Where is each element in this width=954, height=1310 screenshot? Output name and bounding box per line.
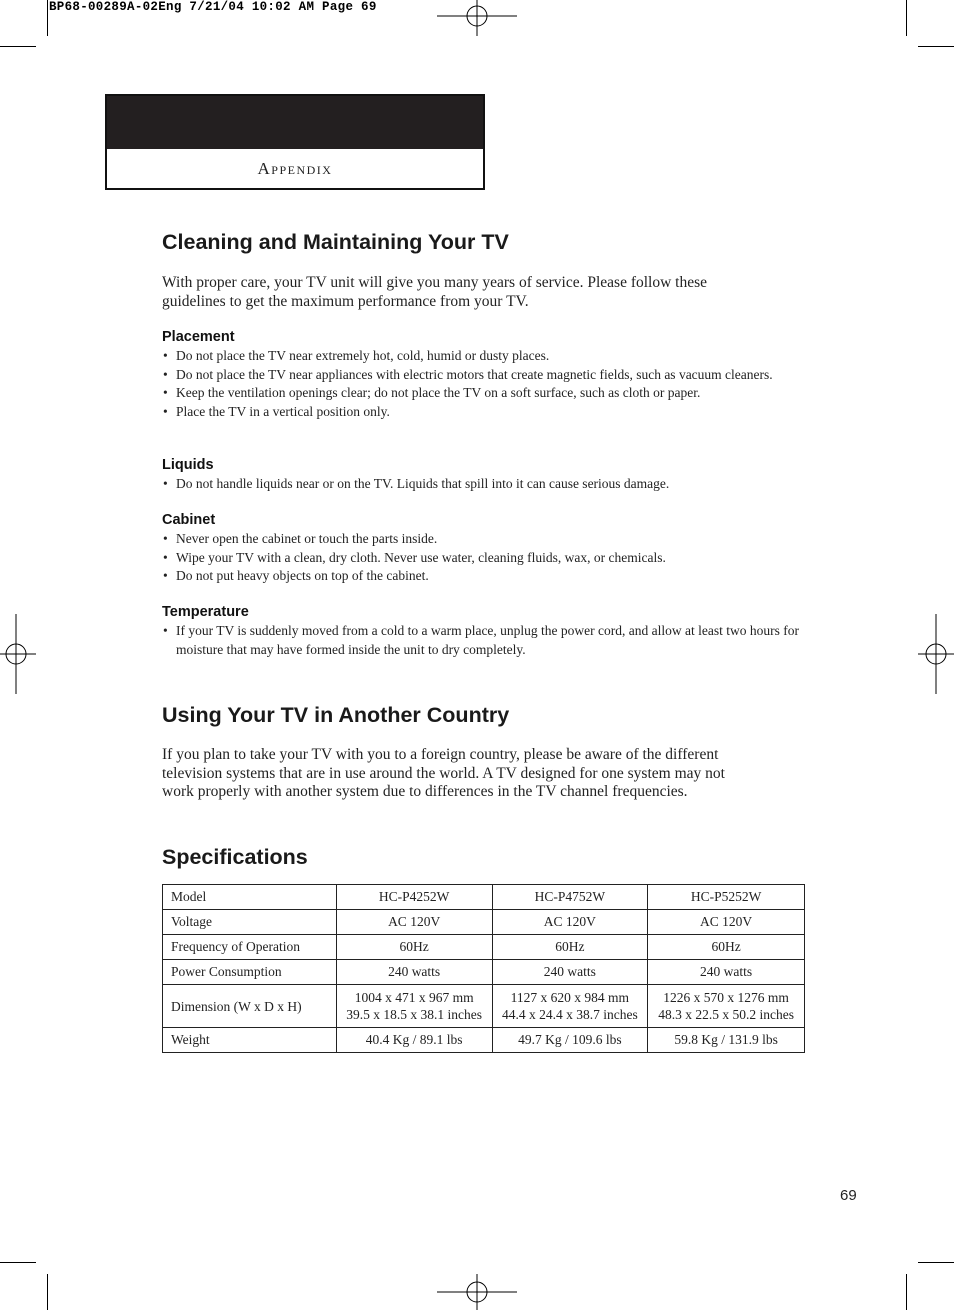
paragraph-line: work properly with another system due to differences in the TV channel frequencies. xyxy=(162,783,688,800)
page-number: 69 xyxy=(840,1187,857,1204)
intro-line: guidelines to get the maximum performance from your TV. xyxy=(162,292,529,310)
list-item: • Wipe your TV with a clean, dry cloth. Never use water, cleaning fluids, wax, or chemicals. xyxy=(162,549,802,568)
table-row xyxy=(163,910,805,935)
dimension-mm: 1004 x 471 x 967 mm xyxy=(354,990,474,1005)
heading-temperature: Temperature xyxy=(162,604,249,620)
heading-liquids: Liquids xyxy=(162,457,214,473)
table-row xyxy=(163,935,805,960)
paragraph-line: television systems that are in use around the world. A TV designed for one system may not xyxy=(162,764,725,782)
registration-mark-icon xyxy=(437,0,517,36)
heading-cabinet: Cabinet xyxy=(162,512,216,528)
table-cell xyxy=(648,985,805,1028)
printer-slug: BP68-00289A-02Eng 7/21/04 10:02 AM Page 69 xyxy=(49,0,377,14)
table-cell: 49.7 Kg / 109.6 lbs xyxy=(492,1028,648,1053)
crop-mark xyxy=(0,46,36,47)
crop-mark xyxy=(47,0,48,36)
table-cell: Dimension (W x D x H) xyxy=(163,985,337,1028)
table-header: HC-P4252W xyxy=(336,885,492,910)
table-cell: 60Hz xyxy=(492,935,648,960)
dimension-mm: 1226 x 570 x 1276 mm xyxy=(663,990,789,1005)
crop-mark xyxy=(906,1274,907,1310)
intro-line: With proper care, your TV unit will give you many years of service. Please follow these xyxy=(162,274,708,291)
table-row xyxy=(163,1028,805,1053)
list-item: • Do not put heavy objects on top of the cabinet. xyxy=(162,567,802,586)
section-title-cleaning: Cleaning and Maintaining Your TV xyxy=(162,230,509,254)
table-cell: Weight xyxy=(163,1028,337,1053)
table-cell: AC 120V xyxy=(336,910,492,935)
dimension-inches: 44.4 x 24.4 x 38.7 inches xyxy=(501,1007,638,1022)
appendix-label: Appendix xyxy=(257,158,333,178)
list-item: • If your TV is suddenly moved from a cold to a warm place, unplug the power cord, and allow at least two hours for moisture that may have formed inside the unit to dry completely. xyxy=(162,622,802,659)
list-item: • Never open the cabinet or touch the parts inside. xyxy=(162,530,802,549)
cabinet-list xyxy=(162,530,802,586)
cleaning-intro xyxy=(162,274,802,311)
table-cell: Frequency of Operation xyxy=(163,935,337,960)
registration-mark-icon xyxy=(437,1274,517,1310)
table-row xyxy=(163,960,805,985)
table-cell: 240 watts xyxy=(648,960,805,985)
table-cell: Power Consumption xyxy=(163,960,337,985)
table-cell: Voltage xyxy=(163,910,337,935)
table-row xyxy=(163,985,805,1028)
section-title-specifications: Specifications xyxy=(162,845,308,869)
table-header: Model xyxy=(163,885,337,910)
crop-mark xyxy=(47,1274,48,1310)
heading-placement: Placement xyxy=(162,329,235,345)
table-header-row xyxy=(163,885,805,910)
table-cell: 60Hz xyxy=(336,935,492,960)
table-cell: 40.4 Kg / 89.1 lbs xyxy=(336,1028,492,1053)
another-country-text xyxy=(162,746,802,802)
crop-mark xyxy=(906,0,907,36)
crop-mark xyxy=(918,46,954,47)
table-cell: 240 watts xyxy=(336,960,492,985)
specifications-table xyxy=(162,884,805,1053)
crop-mark xyxy=(0,1262,36,1263)
table-cell xyxy=(336,985,492,1028)
list-item: • Place the TV in a vertical position only. xyxy=(162,403,802,422)
temperature-list xyxy=(162,622,802,659)
table-cell: AC 120V xyxy=(648,910,805,935)
section-title-another-country: Using Your TV in Another Country xyxy=(162,703,510,727)
table-cell: 240 watts xyxy=(492,960,648,985)
table-cell: 60Hz xyxy=(648,935,805,960)
appendix-header xyxy=(105,94,485,190)
dimension-mm: 1127 x 620 x 984 mm xyxy=(510,990,630,1005)
liquids-list xyxy=(162,475,802,494)
registration-mark-icon xyxy=(0,614,36,694)
header-bar xyxy=(107,96,483,149)
list-item: • Do not place the TV near appliances with electric motors that create magnetic fields, such as vacuum cleaners. xyxy=(162,366,802,385)
paragraph-line: If you plan to take your TV with you to a foreign country, please be aware of the different xyxy=(162,746,719,763)
list-item: • Do not handle liquids near or on the TV. Liquids that spill into it can cause serious damage. xyxy=(162,475,802,494)
table-header: HC-P5252W xyxy=(648,885,805,910)
table-cell: AC 120V xyxy=(492,910,648,935)
table-header: HC-P4752W xyxy=(492,885,648,910)
list-item: • Do not place the TV near extremely hot, cold, humid or dusty places. xyxy=(162,347,802,366)
table-cell: 59.8 Kg / 131.9 lbs xyxy=(648,1028,805,1053)
placement-list xyxy=(162,347,802,421)
dimension-inches: 48.3 x 22.5 x 50.2 inches xyxy=(658,1007,794,1022)
dimension-inches: 39.5 x 18.5 x 38.1 inches xyxy=(346,1007,482,1022)
table-cell xyxy=(492,985,648,1028)
list-item: • Keep the ventilation openings clear; do not place the TV on a soft surface, such as cloth or paper. xyxy=(162,384,802,403)
registration-mark-icon xyxy=(918,614,954,694)
crop-mark xyxy=(918,1262,954,1263)
